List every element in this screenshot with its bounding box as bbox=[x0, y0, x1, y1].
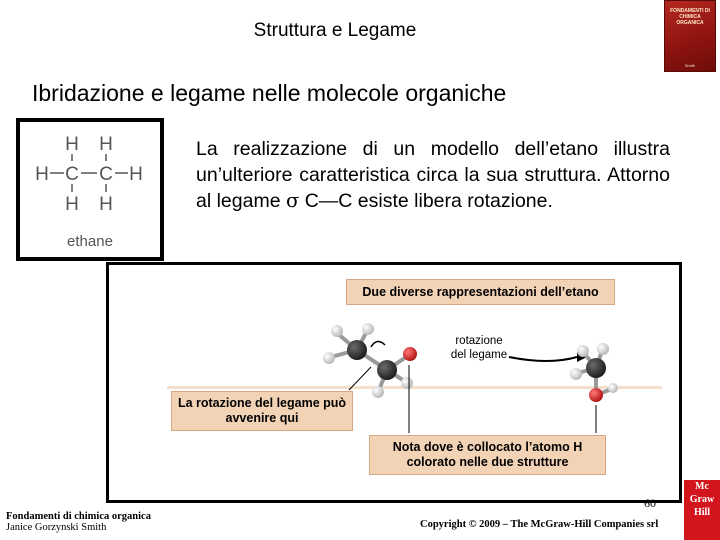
callout-rotation-text: La rotazione del legame può avvenire qui bbox=[177, 396, 347, 425]
ethane-model-left bbox=[323, 323, 417, 398]
book-cover-author: Smith bbox=[684, 63, 696, 68]
atom-h-bottom-left: H bbox=[65, 194, 79, 215]
ethane-structure-diagram bbox=[16, 118, 164, 261]
body-text-part1: La realizzazione di un modello dell’etano illustra un’ulteriore caratteristica circa la sua struttura. Attorno al legame bbox=[196, 138, 670, 212]
atom-h-right: H bbox=[129, 164, 143, 185]
bond-lines bbox=[50, 154, 128, 192]
rotation-label-text: rotazione del legame bbox=[450, 335, 508, 361]
h-atom bbox=[401, 377, 413, 389]
book-cover-title: FONDAMENTI DI CHIMICA ORGANICA bbox=[670, 8, 710, 26]
callout-note-text: Nota dove è collocato l’atomo H colorato nelle due strutture bbox=[392, 440, 583, 469]
sigma-symbol: σ bbox=[285, 189, 300, 212]
callout-rotation bbox=[171, 391, 353, 431]
c-atom bbox=[377, 360, 397, 380]
footer-author: Janice Gorzynski Smith bbox=[6, 522, 107, 533]
atom-h-top-left: H bbox=[65, 134, 79, 155]
c-atom bbox=[347, 340, 367, 360]
mcgraw-hill-logo bbox=[684, 480, 720, 540]
slide-title: Struttura e Legame bbox=[253, 20, 417, 41]
body-text-part2: C—C esiste libera rotazione. bbox=[304, 190, 553, 212]
atom-h-bottom-right: H bbox=[99, 194, 113, 215]
highlighted-h-atom bbox=[403, 347, 417, 361]
slide-subtitle: Ibridazione e legame nelle molecole organiche bbox=[32, 80, 507, 106]
h-atom bbox=[331, 325, 343, 337]
h-atom bbox=[577, 345, 589, 357]
ethane-label: ethane bbox=[67, 233, 113, 250]
rotation-arc bbox=[371, 341, 385, 347]
h-atom bbox=[608, 383, 618, 393]
atom-c-left: C bbox=[65, 164, 79, 185]
body-paragraph bbox=[196, 136, 670, 214]
ethane-rotation-figure bbox=[106, 262, 682, 503]
logo-line-1: Mc bbox=[695, 481, 709, 492]
ethane-structure-svg bbox=[20, 122, 160, 257]
h-atom bbox=[570, 368, 582, 380]
h-atom bbox=[362, 323, 374, 335]
atom-c-right: C bbox=[99, 164, 113, 185]
h-atom bbox=[597, 343, 609, 355]
footer-copyright: Copyright © 2009 – The McGraw-Hill Companies srl bbox=[420, 519, 659, 530]
rotation-arrow bbox=[509, 352, 587, 362]
rotation-pointer-line bbox=[349, 367, 371, 390]
atom-h-left: H bbox=[35, 164, 49, 185]
logo-line-3: Hill bbox=[693, 507, 711, 518]
figure-title: Due diverse rappresentazioni dell’etano bbox=[362, 285, 599, 299]
page-number: 60 bbox=[644, 496, 656, 510]
footer-book-title: Fondamenti di chimica organica bbox=[6, 511, 151, 522]
highlighted-h-atom bbox=[589, 388, 603, 402]
footer-book-info bbox=[6, 511, 151, 533]
logo-line-2: Graw bbox=[689, 494, 715, 505]
atom-h-top-right: H bbox=[99, 134, 113, 155]
callout-note bbox=[369, 435, 606, 475]
book-cover-image bbox=[664, 0, 716, 72]
h-atom bbox=[372, 386, 384, 398]
h-atom bbox=[323, 352, 335, 364]
c-atom bbox=[586, 358, 606, 378]
